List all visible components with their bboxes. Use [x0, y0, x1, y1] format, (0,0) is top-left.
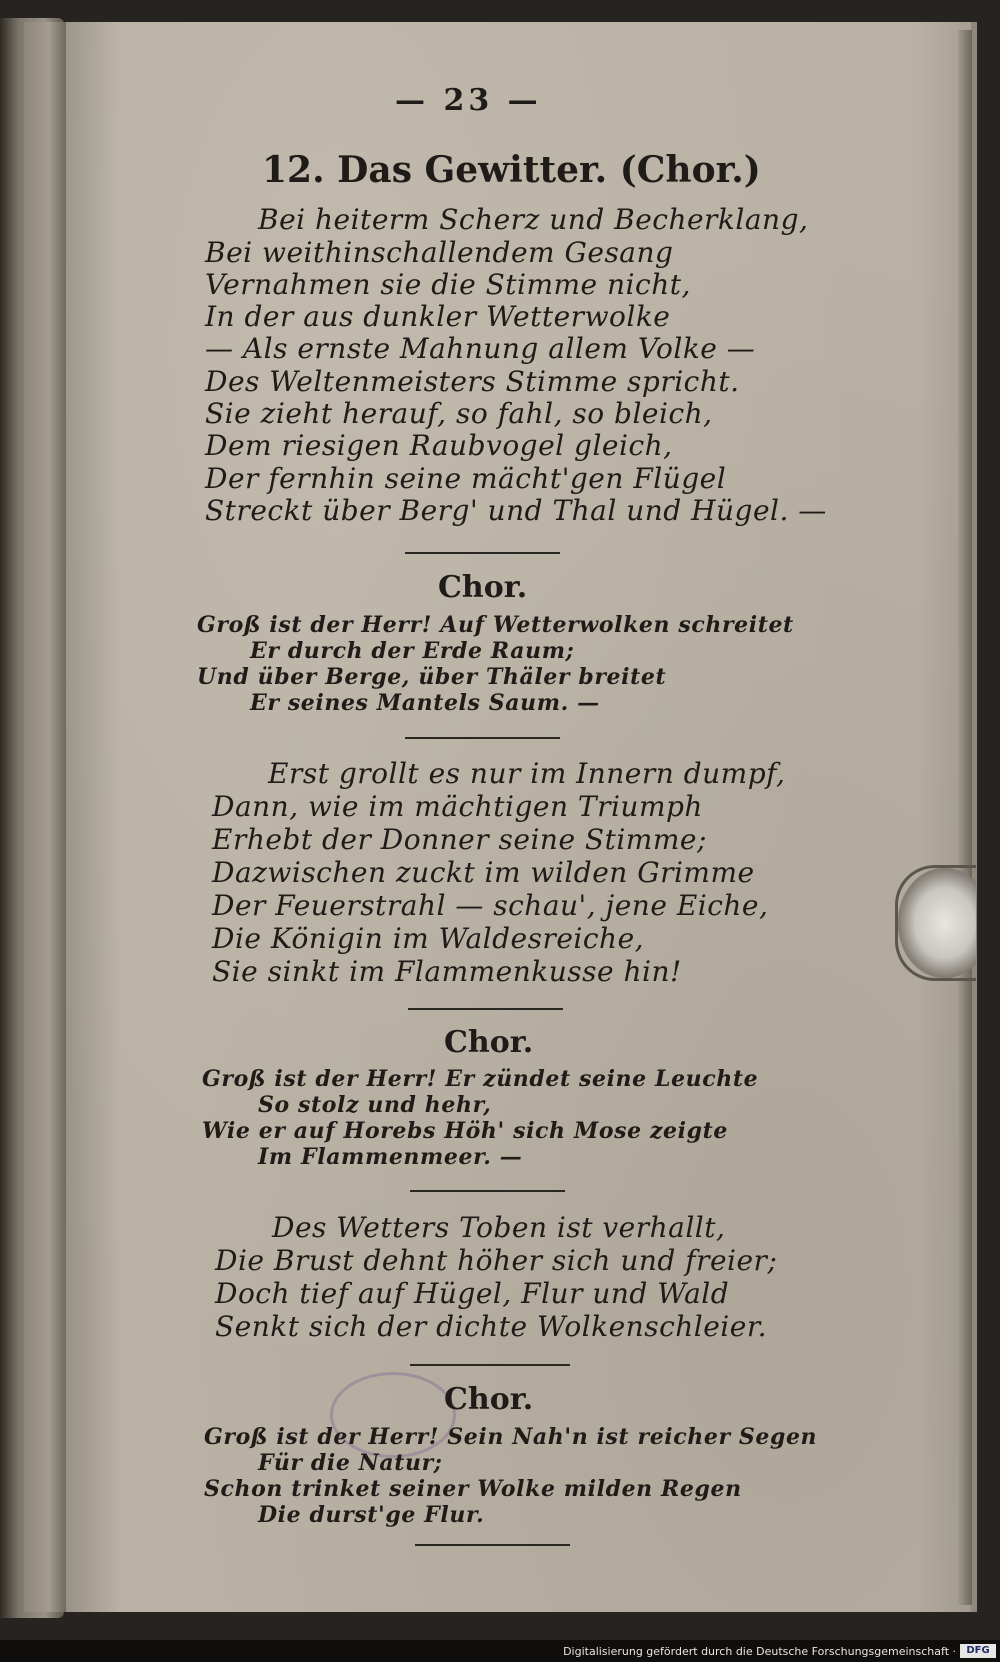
section-divider — [410, 1364, 570, 1366]
left-page-fold — [24, 22, 66, 1612]
chor-line: Groß ist der Herr! Auf Wetterwolken schreitet — [197, 612, 794, 638]
section-divider — [405, 737, 560, 739]
chor-line: Er durch der Erde Raum; — [250, 638, 575, 664]
verse-line: Erhebt der Donner seine Stimme; — [212, 823, 707, 856]
verse-line: Dem riesigen Raubvogel gleich, — [205, 429, 673, 462]
page-right-edge — [958, 30, 972, 1605]
verse-line: Dann, wie im mächtigen Triumph — [212, 790, 703, 823]
chor-line: Er seines Mantels Saum. — — [250, 690, 600, 716]
verse-line: Bei heiterm Scherz und Becherklang, — [258, 203, 809, 236]
chor-heading: Chor. — [444, 1025, 534, 1060]
page-number: — 23 — — [395, 83, 542, 118]
verse-line: Vernahmen sie die Stimme nicht, — [205, 268, 691, 301]
section-divider — [415, 1544, 570, 1546]
chor-line: Für die Natur; — [258, 1450, 443, 1476]
chor-line: Im Flammenmeer. — — [258, 1144, 523, 1170]
verse-line: Senkt sich der dichte Wolkenschleier. — [215, 1310, 768, 1343]
clip-reflection — [895, 865, 976, 981]
chor-line: So stolz und hehr, — [258, 1092, 492, 1118]
chor-line: Wie er auf Horebs Höh' sich Mose zeigte — [202, 1118, 728, 1144]
verse-line: Des Wetters Toben ist verhallt, — [272, 1211, 726, 1244]
verse-line: Des Weltenmeisters Stimme spricht. — [205, 365, 740, 398]
chor-heading: Chor. — [438, 570, 528, 605]
chor-line: Groß ist der Herr! Er zündet seine Leuchte — [202, 1066, 759, 1092]
verse-line: Der Feuerstrahl — schau', jene Eiche, — [212, 889, 769, 922]
verse-line: Sie zieht herauf, so fahl, so bleich, — [205, 397, 713, 430]
page-title: 12. Das Gewitter. (Chor.) — [262, 149, 761, 191]
chor-line: Schon trinket seiner Wolke milden Regen — [204, 1476, 742, 1502]
dfg-logo: DFG — [960, 1644, 996, 1658]
chor-heading: Chor. — [444, 1382, 534, 1417]
verse-line: Die Königin im Waldesreiche, — [212, 922, 645, 955]
verse-line: Dazwischen zuckt im wilden Grimme — [212, 856, 755, 889]
chor-line: Und über Berge, über Thäler breitet — [197, 664, 667, 690]
verse-line: Sie sinkt im Flammenkusse hin! — [212, 955, 682, 988]
footer-credit: Digitalisierung gefördert durch die Deutsche Forschungsgemeinschaft · — [563, 1645, 956, 1658]
chor-line: Groß ist der Herr! Sein Nah'n ist reicher Segen — [204, 1424, 818, 1450]
verse-line: Der fernhin seine mächt'gen Flügel — [205, 462, 727, 495]
verse-line: Die Brust dehnt höher sich und freier; — [215, 1244, 778, 1277]
section-divider — [405, 552, 560, 554]
verse-line: In der aus dunkler Wetterwolke — [205, 300, 671, 333]
verse-line: — Als ernste Mahnung allem Volke — — [205, 332, 756, 365]
verse-line: Streckt über Berg' und Thal und Hügel. — — [205, 494, 827, 527]
chor-line: Die durst'ge Flur. — [258, 1502, 485, 1528]
section-divider — [410, 1190, 565, 1192]
verse-line: Bei weithinschallendem Gesang — [205, 236, 674, 269]
verse-line: Doch tief auf Hügel, Flur und Wald — [215, 1277, 730, 1310]
verse-line: Erst grollt es nur im Innern dumpf, — [268, 757, 786, 790]
section-divider — [408, 1008, 563, 1010]
